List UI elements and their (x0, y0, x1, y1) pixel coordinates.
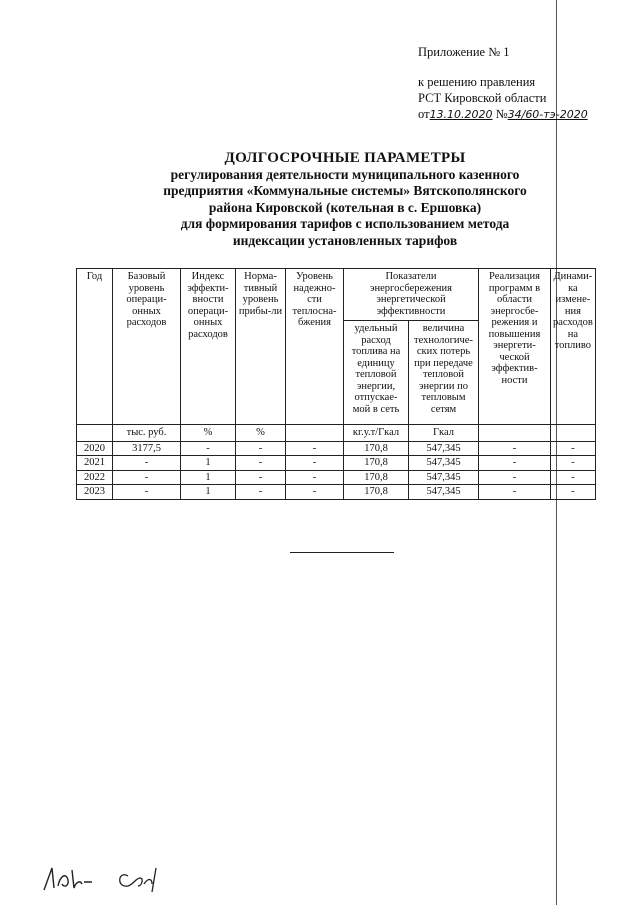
cell-reliability: - (286, 485, 344, 500)
cell-programs: - (479, 485, 551, 500)
unit-efficiency-index: % (181, 425, 236, 442)
table-row (77, 485, 596, 500)
cell-index: 1 (181, 485, 236, 500)
handwritten-number: 34/60-тэ-2020 (507, 108, 588, 121)
header-normative-profit: Норма-тивный уровень прибы-ли (236, 269, 286, 425)
header-efficiency-index: Индекс эффекти-вности операци-онных расходов (181, 269, 236, 425)
unit-year (77, 425, 113, 442)
cell-dynamics: - (551, 470, 596, 485)
unit-losses: Гкал (409, 425, 479, 442)
unit-programs (479, 425, 551, 442)
header-fuel-dynamics: Динами-ка измене-ния расходов на топливо (551, 269, 596, 425)
cell-losses: 547,345 (409, 456, 479, 471)
title-line-5: для формирования тарифов с использованием метода (180, 216, 510, 231)
header-programs: Реализация программ в области энергосбе-режения и повышения энергети-ческой эффектив-ности (479, 269, 551, 425)
cell-year: 2020 (77, 441, 113, 456)
cell-base: - (113, 485, 181, 500)
header-reliability: Уровень надежно-сти теплосна-бжения (286, 269, 344, 425)
unit-fuel-rate: кг.у.т/Гкал (344, 425, 409, 442)
cell-losses: 547,345 (409, 485, 479, 500)
unit-base-level: тыс. руб. (113, 425, 181, 442)
cell-fuel: 170,8 (344, 456, 409, 471)
cell-index: 1 (181, 470, 236, 485)
number-prefix: № (495, 107, 508, 121)
unit-fuel-dynamics (551, 425, 596, 442)
cell-fuel: 170,8 (344, 441, 409, 456)
title-line-2: регулирования деятельности муниципального казенного (170, 166, 520, 182)
closing-rule (290, 552, 394, 553)
header-losses: величина технологиче-ских потерь при передаче тепловой энергии по тепловым сетям (409, 321, 479, 425)
appendix-block (418, 44, 588, 123)
cell-base: - (113, 456, 181, 471)
cell-fuel: 170,8 (344, 485, 409, 500)
title-heading: ДОЛГОСРОЧНЫЕ ПАРАМЕТРЫ (224, 150, 466, 166)
cell-dynamics: - (551, 441, 596, 456)
date-prefix: от (418, 107, 430, 121)
cell-programs: - (479, 456, 551, 471)
cell-fuel: 170,8 (344, 470, 409, 485)
appendix-title: Приложение № 1 (418, 45, 510, 59)
document-title (90, 150, 600, 249)
unit-reliability (286, 425, 344, 442)
cell-base: 3177,5 (113, 441, 181, 456)
table-row (77, 441, 596, 456)
header-year: Год (77, 269, 113, 425)
cell-profit: - (236, 485, 286, 500)
cell-reliability: - (286, 470, 344, 485)
title-line-3: предприятия «Коммунальные системы» Вятскополянского (163, 183, 527, 198)
table-row (77, 470, 596, 485)
cell-programs: - (479, 441, 551, 456)
appendix-authority: РСТ Кировской области (418, 91, 547, 105)
unit-normative-profit: % (236, 425, 286, 442)
cell-profit: - (236, 470, 286, 485)
cell-index: - (181, 441, 236, 456)
cell-reliability: - (286, 456, 344, 471)
title-line-4: района Кировской (котельная в с. Ершовка) (208, 199, 482, 215)
appendix-decision: к решению правления (418, 75, 536, 89)
cell-profit: - (236, 441, 286, 456)
header-fuel-rate: удельный расход топлива на единицу тепловой энергии, отпускае-мой в сеть (344, 321, 409, 425)
cell-base: - (113, 470, 181, 485)
table-row (77, 456, 596, 471)
cell-dynamics: - (551, 456, 596, 471)
cell-losses: 547,345 (409, 470, 479, 485)
cell-profit: - (236, 456, 286, 471)
cell-year: 2023 (77, 485, 113, 500)
cell-dynamics: - (551, 485, 596, 500)
title-line-6: индексации установленных тарифов (232, 232, 458, 248)
appendix-date-line (418, 106, 588, 123)
cell-year: 2022 (77, 470, 113, 485)
handwritten-date: 13.10.2020 (429, 108, 493, 121)
header-energy-saving: Показатели энергосбережения энергетической эффективности (344, 269, 479, 321)
handwritten-signature (40, 856, 190, 896)
cell-reliability: - (286, 441, 344, 456)
header-base-level: Базовый уровень операци-онных расходов (113, 269, 181, 425)
parameters-table (76, 268, 596, 500)
cell-losses: 547,345 (409, 441, 479, 456)
cell-year: 2021 (77, 456, 113, 471)
cell-index: 1 (181, 456, 236, 471)
cell-programs: - (479, 470, 551, 485)
